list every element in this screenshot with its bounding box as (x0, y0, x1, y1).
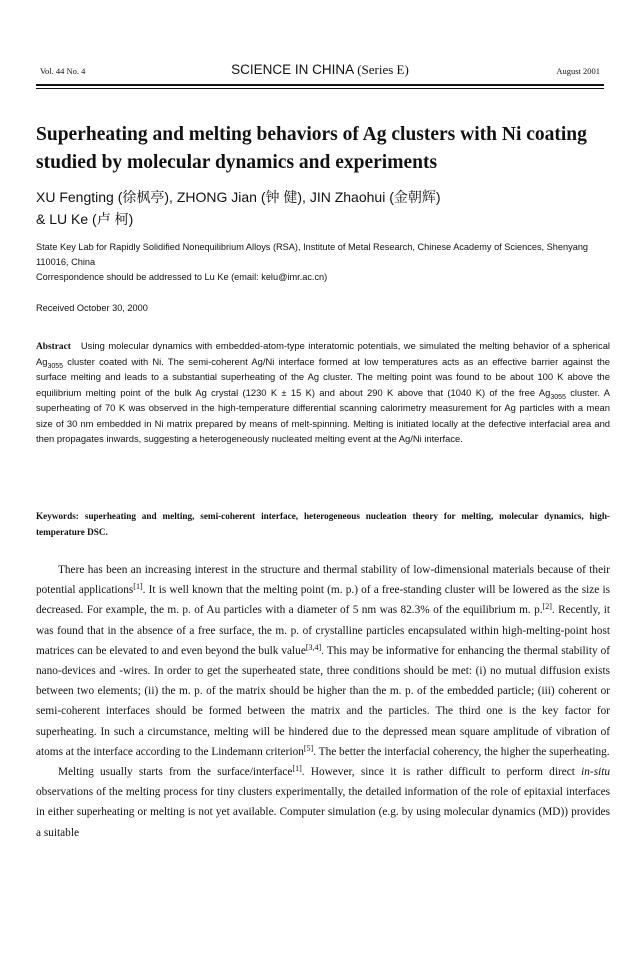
body-text-run: . It is well known that the melting point (m. p.) of a free-standing cluster will be lowered as the size is decreased. For example, the m. p. of Au particles with a diameter of 5 nm was 82.3% of the equilibrium m. p. (36, 584, 610, 617)
keywords-label: Keywords: (36, 511, 79, 521)
body-text-run: . Recently, it was found that in the absence of a free surface, the m. p. of crystalline particles encapsulated within high-melting-point host matrices can be elevated to and even beyond the bulk value (36, 604, 610, 657)
body-text-run: Melting usually starts from the surface/interface (58, 766, 293, 779)
citation-ref: [3,4] (305, 642, 322, 652)
citation-ref: [1] (292, 764, 302, 774)
author-line-2: & LU Ke (卢 柯) (36, 211, 134, 227)
abstract-subscript-2: 3055 (550, 393, 566, 401)
body-text-run: . However, since it is rather difficult to perform direct (301, 766, 582, 779)
received-date: Received October 30, 2000 (36, 303, 148, 313)
author-list (36, 186, 610, 230)
keywords-text: superheating and melting, semi-coherent interface, heterogeneous nucleation theory for melting, molecular dynamics, high-temperature DSC. (36, 511, 610, 537)
article-title: Superheating and melting behaviors of Ag clusters with Ni coating studied by molecular dynamics and experiments (36, 124, 587, 173)
header-rule-thin (36, 88, 604, 89)
body-text-run: There has been an increasing interest in the structure and thermal stability of low-dimensional materials because of their potential applications (36, 564, 610, 597)
abstract-text-3: cluster. A superheating of 70 K was observed in the high-temperature differential scanning calorimetry measurement for Ag particles with a mean size of 30 nm embedded in Ni matrix prepared by means of melt-spinning. Melting is initiated locally at the defective interfacial area and then propagates inwards, suggesting a heterogeneously nucleated melting event at the Ag/Ni interface. (36, 386, 610, 444)
body-italic-term: in-situ (581, 766, 611, 779)
affiliation: State Key Lab for Rapidly Solidified Nonequilibrium Alloys (RSA), Institute of Metal Research, Chinese Academy of Sciences, Shenyang 110016, China (36, 242, 589, 267)
body-text (36, 560, 610, 843)
citation-ref: [1] (133, 582, 143, 592)
header-rule-thick (36, 84, 604, 86)
journal-series: (Series E) (357, 62, 409, 77)
abstract-text-1: Using molecular dynamics with embedded-atom-type interatomic potentials, we simulated the melting behavior of a spherical Ag (36, 340, 610, 367)
citation-ref: [5] (303, 743, 314, 753)
journal-name: SCIENCE IN CHINA (231, 62, 354, 77)
issue-date: August 2001 (556, 66, 600, 76)
running-header (36, 60, 604, 82)
body-text-run: observations of the melting process for tiny clusters experimentally, the detailed information of the role of epitaxial interfaces in either superheating or melting is not yet available. Computer simulation (e.g. by using molecular dynamics (MD)) provides a suitable (36, 786, 610, 839)
affiliation-block (36, 240, 610, 285)
body-paragraph-1 (36, 560, 610, 762)
volume-number: Vol. 44 No. 4 (40, 66, 86, 76)
correspondence: Correspondence should be addressed to Lu Ke (email: kelu@imr.ac.cn) (36, 272, 328, 282)
abstract-subscript-1: 3055 (47, 362, 64, 370)
citation-ref: [2] (542, 602, 552, 612)
abstract-text-2: cluster coated with Ni. The semi-coherent Ag/Ni interface formed at low temperatures acts as an effective barrier against the surface melting and leads to a substantial superheating of the Ag cluster. The melting point was found to be about 100 K above the equilibrium melting point of the bulk Ag crystal (1230 K ± 15 K) and about 290 K above that (1040 K) of the free Ag (36, 355, 610, 398)
abstract-label: Abstract (36, 342, 71, 352)
body-paragraph-2 (36, 762, 610, 843)
keywords (36, 508, 610, 540)
abstract (36, 338, 610, 447)
body-text-run: . This may be informative for enhancing the thermal stability of nano-devices and -wires. In order to get the superheated state, three conditions should be met: (i) no mutual diffusion exists between two elements; (ii) the m. p. of the matrix should be higher than the m. p. of the embedded particle; (iii) coherent or semi-coherent interfaces should be formed between the matrix and the particles. The third one is the key factor for superheating. In such a circumstance, melting will be hindered due to the depressed mean square amplitude of vibration of atoms at the interface according to the Lindemann criterion (36, 644, 610, 758)
journal-title (36, 62, 604, 78)
author-line-1: XU Fengting (徐枫亭), ZHONG Jian (钟 健), JIN Zhaohui (金朝辉) (36, 189, 441, 205)
body-text-run: . The better the interfacial coherency, the higher the superheating. (313, 745, 610, 758)
